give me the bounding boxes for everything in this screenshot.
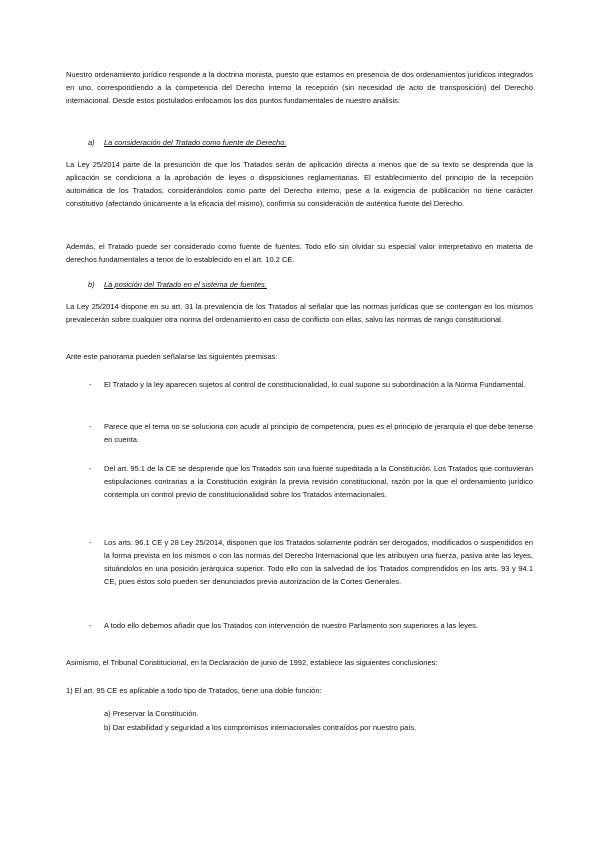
bullet-item: Los arts. 96.1 CE y 28 Ley 25/2014, disponen que los Tratados solamente podrán ser derogados, modificados o suspendidos en la forma prevista en los mismos o con las normas del Derecho Internacional que les atribuyen una fuerza, pasiva ante las leyes, situándolos en una posición jerárquica superior. Todo ello con la salvedad de los Tratados comprendidos en los arts. 93 y 94.1 CE, pues éstos solo pueden ser denunciados previa autorización de la Cortes Generales. [104,538,533,586]
bullet-item: Parece que el tema no se soluciona con acudir al principio de competencia, pues es el principio de jerarquía el que debe tenerse en cuenta. [104,422,533,444]
section-a-paragraph-1: La Ley 25/2014 parte de la presunción de que los Tratados serán de aplicación directa a menos que de su texto se desprenda que la aplicación se condiciona a la aprobación de leyes o disposiciones reglamentarias. El establecimiento del principio de la recepción automática de los Tratados, considerándolos como parte del Derecho interno, pese a la exigencia de publicación no tiene carácter constitutivo (afectando únicamente a la eficacia del mismo), confirma su consideración de auténtica fuente del Derecho. [66,160,533,208]
sub-item-b: b) Dar estabilidad y seguridad a los compromisos internacionales contraídos por nuestro país. [104,723,417,732]
section-a-paragraph-2: Además, el Tratado puede ser considerado como fuente de fuentes. Todo ello sin olvidar su especial valor interpretativo en materia de derechos fundamentales a tenor de lo establecido en el art. 10.2 CE. [66,242,533,264]
section-b-paragraph-1: La Ley 25/2014 dispone en su art. 31 la prevalencia de los Tratados al señalar que las normas jurídicas que se contengan en los mismos prevalecerán sobre cualquier otra norma del ordenamiento en caso de conflicto con ellas, salvo las normas de rango constitucional. [66,302,533,324]
numbered-item-1: 1) El art. 95 CE es aplicable a todo tipo de Tratados, tiene una doble función: [66,686,322,695]
sub-item-a: a) Preservar la Constitución. [104,709,199,718]
bullet-dash: - [89,538,92,547]
section-b-title: La posición del Tratado en el sistema de fuentes. [104,280,267,289]
section-b-marker: b) [88,280,95,289]
bullet-dash: - [89,422,92,431]
section-a-marker: a) [88,138,95,147]
section-b-heading [88,278,267,291]
bullet-dash: - [89,621,92,630]
bullet-item: A todo ello debemos añadir que los Tratados con intervención de nuestro Parlamento son superiores a las leyes. [104,621,478,630]
closing-paragraph: Asimismo, el Tribunal Constitucional, en la Declaración de junio de 1992, establece las siguientes conclusiones: [66,658,438,667]
bullet-item: El Tratado y la ley aparecen sujetos al control de constitucionalidad, lo cual supone su subordinación a la Norma Fundamental. [104,380,526,389]
section-a-heading [88,136,286,149]
section-a-title: La consideración del Tratado como fuente de Derecho. [104,138,287,147]
bullet-dash: - [89,464,92,473]
bullet-dash: - [89,380,92,389]
bullet-item: Del art. 95.1 de la CE se desprende que los Tratados son una fuente supeditada a la Constitución. Los Tratados que contuvieran estipulaciones contrarias a la Constitución exigirán la previa revisión constitucional, razón por la que el ordenamiento jurídico contempla un control previo de constitucionalidad sobre los Tratados internacionales. [104,464,533,499]
section-b-paragraph-2: Ante este panorama pueden señalarse las siguientes premisas: [66,352,278,361]
intro-paragraph: Nuestro ordenamiento jurídico responde a la doctrina monista, puesto que estamos en presencia de dos ordenamientos jurídicos integrados en uno, correspondiendo a la competencia del Derecho interno la recepción (sin necesidad de acto de transposición) del Derecho internacional. Desde estos postulados enfocamos los dos puntos fundamentales de nuestro análisis: [66,70,533,105]
